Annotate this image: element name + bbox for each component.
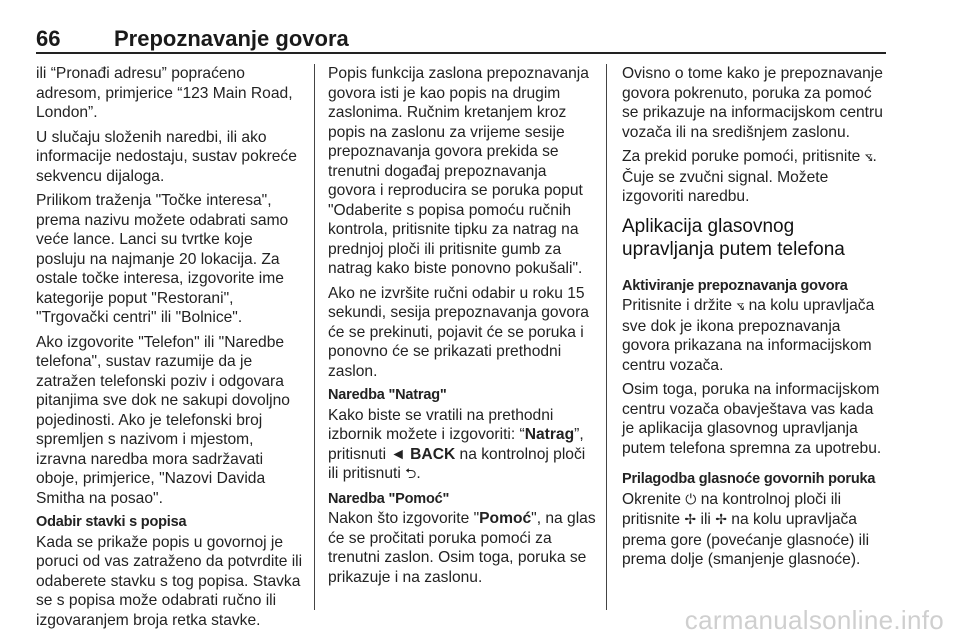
column-2 xyxy=(328,64,596,592)
back-button-label: ◄ BACK xyxy=(390,445,456,463)
column-3 xyxy=(622,64,888,575)
page-title: Prepoznavanje govora xyxy=(114,26,349,51)
paragraph: Ako izgovorite "Telefon" ili "Naredbe telefona", sustav razumije da je zatražen telefonski poziv i odgovara pitanjima sve dok ne sakupi dovoljno pojedinosti. Ako je telefonski broj spremljen s nazivom i mjestom, izravna naredba mora sadržavati oboje, primjerice, "Nazovi Davida Smitha na posao". xyxy=(36,333,290,507)
header-rule xyxy=(36,52,886,54)
back-arrow-icon: ⮌ xyxy=(405,466,417,482)
text: Za prekid poruke pomoći, pritisnite xyxy=(622,148,865,165)
text: ", na glas će se pročitati poruka pomoći za trenutni zaslon. Osim toga, poruka se prikazuje i na zaslonu. xyxy=(328,510,596,586)
paragraph: Ovisno o tome kako je prepoznavanje govora pokrenuto, poruka za pomoć se prikazuje na informacijskom centru vozača ili na središnjem zaslonu. xyxy=(622,65,883,141)
voice-icon: ⦪ xyxy=(864,149,873,165)
text: na kolu upravljača prema gore (povećanje glasnoće) ili prema dolje (smanjenje glasnoće). xyxy=(622,511,870,568)
text: ”, pritisnuti xyxy=(328,426,584,463)
paragraph: Prilikom traženja "Točke interesa", prema nazivu možete odabrati samo veće lance. Lanci su tvrtke koje posluju na najmanje 20 lokacija. Za ostale točke interesa, izgovorite ime kategorije poput "Restorani", "Trgovački centri" ili "Bolnice". xyxy=(36,192,289,326)
watermark: carmanualsonline.info xyxy=(684,605,944,635)
paragraph-help xyxy=(328,509,596,587)
column-divider-2 xyxy=(606,64,607,610)
subheading-activate: Aktiviranje prepoznavanja govora xyxy=(622,277,848,294)
subheading-help-command: Naredba "Pomoć" xyxy=(328,490,450,507)
text: Pritisnite i držite xyxy=(622,297,737,314)
text: na kolu upravljača sve dok je ikona prepoznavanja govora prikazana na informacijskom centru vozača. xyxy=(622,297,875,374)
paragraph: Osim toga, poruka na informacijskom centru vozača obavještava vas kada je aplikacija glasovnog upravljanja putem telefona spremna za upotrebu. xyxy=(622,381,882,457)
text: . Čuje se zvučni signal. Možete izgovoriti naredbu. xyxy=(622,148,877,205)
volume-up-icon: ✢ xyxy=(684,512,697,528)
subheading-back-command: Naredba "Natrag" xyxy=(328,387,447,403)
column-divider-1 xyxy=(314,64,315,610)
text-bold: Pomoć xyxy=(479,510,532,527)
paragraph-volume xyxy=(622,490,888,570)
text: . xyxy=(416,465,421,482)
text: na kontrolnoj ploči ili pritisnuti xyxy=(328,445,586,482)
text: Okrenite xyxy=(622,490,686,508)
text: Nakon što izgovorite " xyxy=(328,510,480,527)
paragraph: Popis funkcija zaslona prepoznavanja govora isti je kao popis na drugim zaslonima. Ručnim kretanjem kroz popis na zaslonu za vrijeme sesije prepoznavanja govora prekida se trenutni događaj prepoznavanja govora i reproducira se poruka poput "Odaberite s popisa pomoću ručnih kontrola, pritisnite tipku za natrag na prednjoj ploči ili pritisnite gumb za natrag kako biste ponovno pokušali". xyxy=(328,65,589,277)
voice-icon: ⦪ xyxy=(736,298,745,314)
volume-down-icon: ✢ xyxy=(715,512,727,528)
subheading-list-selection: Odabir stavki s popisa xyxy=(36,514,187,530)
text: Kako biste se vratili na prethodni izbornik možete i izgovoriti: “ xyxy=(328,406,554,443)
paragraph-interrupt xyxy=(622,147,888,207)
paragraph: Kada se prikaže popis u govornoj je poruci od vas zatraženo da potvrdite ili odaberete stavku s tog popisa. Stavka se s popisa može odabrati ručno ili izgovaranjem broja retka stavke. xyxy=(36,533,303,629)
paragraph: U slučaju složenih naredbi, ili ako informacije nedostaju, sustav pokreće sekvencu dijaloga. xyxy=(36,128,297,185)
section-heading: Aplikacija glasovnog upravljanja putem telefona xyxy=(622,215,845,260)
text-bold: Natrag xyxy=(524,426,575,443)
text: ili xyxy=(696,511,716,528)
text: na kontrolnoj ploči ili pritisnite xyxy=(622,490,842,528)
paragraph: Ako ne izvršite ručni odabir u roku 15 sekundi, sesija prepoznavanja govora će se prekinuti, pojavit će se poruka i ponovno će se prikazati prethodni zaslon. xyxy=(328,284,589,380)
page-number: 66 xyxy=(36,26,61,51)
paragraph-activate xyxy=(622,296,888,375)
paragraph-back xyxy=(328,406,596,485)
power-knob-icon: ⏻ xyxy=(685,491,697,508)
column-1 xyxy=(36,64,304,635)
subheading-volume: Prilagodba glasnoće govornih poruka xyxy=(622,471,876,487)
paragraph: ili “Pronađi adresu” popraćeno adresom, primjerice “123 Main Road, London”. xyxy=(36,65,293,121)
